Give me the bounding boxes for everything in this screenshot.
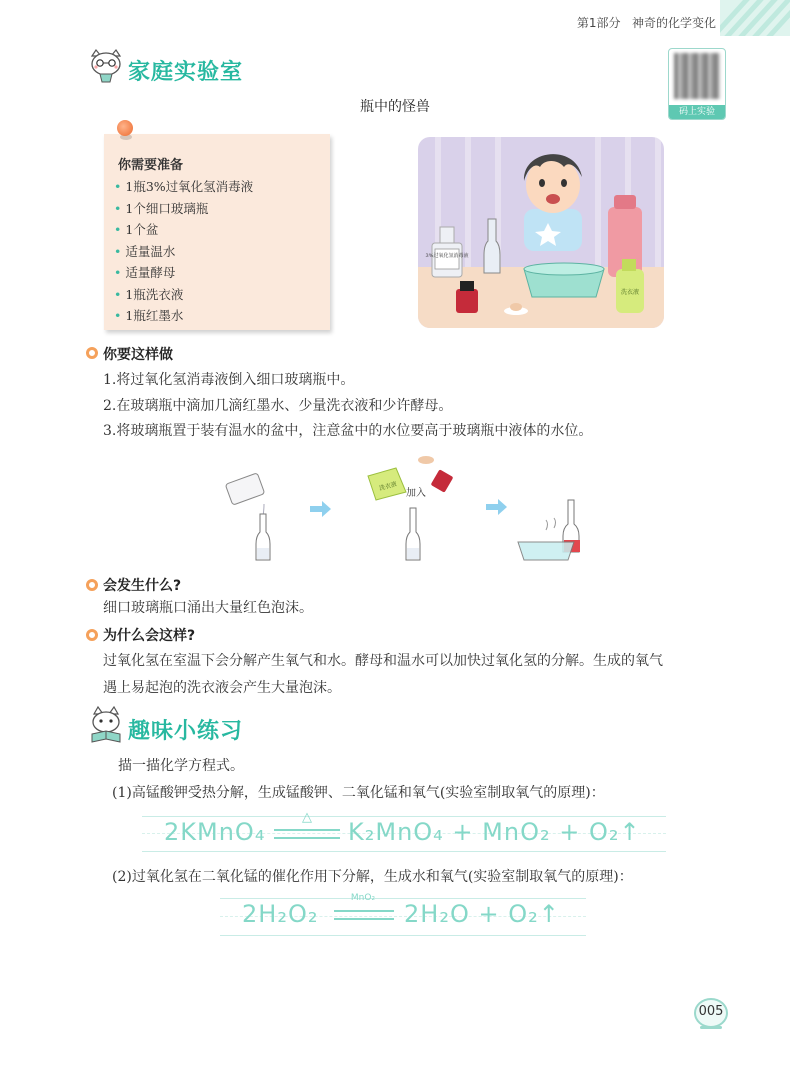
section-title-home-lab: 家庭实验室: [128, 60, 244, 85]
illus-bottle-label: 3%过氧化氢消毒液: [425, 253, 469, 259]
pushpin-icon: [117, 120, 133, 136]
step-item: 3.将玻璃瓶置于装有温水的盆中，注意盆中的水位要高于玻璃瓶中液体的水位。: [103, 423, 593, 439]
header-chapter: [577, 14, 716, 31]
part-label: 第1部分: [576, 16, 621, 30]
practice-intro: 描一描化学方程式。: [118, 758, 244, 774]
illus-detergent-label: 洗衣液: [620, 289, 640, 296]
experiment-illustration: [418, 137, 664, 328]
diagram-detergent-label: 洗衣液: [378, 480, 398, 493]
experiment-title: 瓶中的怪兽: [360, 99, 430, 115]
add-label: 加入: [406, 488, 426, 499]
eq2-condition: MnO₂: [350, 893, 376, 903]
section-title-practice: 趣味小练习: [128, 719, 244, 744]
step-item: 2.在玻璃瓶中滴加几滴红墨水、少量洗衣液和少许酵母。: [103, 397, 453, 414]
what-text: 细口玻璃瓶口涌出大量红色泡沫。: [103, 600, 313, 616]
cat-mascot-icon: [86, 48, 126, 84]
how-heading: 你要这样做: [103, 347, 173, 363]
prep-list: [114, 176, 253, 327]
page-number: 005: [694, 998, 728, 1028]
prep-item: • 适量酵母: [114, 262, 253, 284]
prep-item: • 1个盆: [114, 219, 253, 241]
eq1-left[interactable]: 2KMnO₄: [164, 818, 266, 846]
pouring-bottle-icon: [225, 473, 264, 516]
page-number-underline: [700, 1026, 722, 1029]
qr-code-image[interactable]: [674, 53, 720, 99]
why-line: 过氧化氢在室温下会分解产生氧气和水。酵母和温水可以加快过氧化氢的分解。生成的氧气: [103, 653, 663, 669]
eq1-condition: △: [302, 810, 312, 825]
eq2-right[interactable]: 2H₂O + O₂↑: [404, 900, 560, 928]
header-stripe: [720, 0, 790, 36]
red-ink-icon: [431, 469, 454, 493]
procedure-diagram: [220, 448, 580, 568]
arrow-right-icon: [486, 499, 507, 515]
eq2-left[interactable]: 2H₂O₂: [242, 900, 319, 928]
eq1-equals: [274, 829, 340, 839]
practice-q1: (1)高锰酸钾受热分解，生成锰酸钾、二氧化锰和氧气(实验室制取氧气的原理)：: [112, 785, 605, 801]
yeast-dish-icon: [418, 456, 434, 464]
what-heading: 会发生什么?: [103, 578, 182, 594]
eq1-right[interactable]: K₂MnO₄ + MnO₂ + O₂↑: [348, 818, 641, 846]
arrow-right-icon: [310, 501, 331, 517]
eq2-equals: [334, 910, 394, 920]
prep-item: • 1瓶3%过氧化氢消毒液: [114, 176, 253, 198]
qr-label: 码上实验: [669, 105, 725, 119]
heading-bullet-icon: [86, 347, 98, 359]
chapter-title: 神奇的化学变化: [631, 16, 716, 30]
heading-bullet-icon: [86, 579, 98, 591]
why-line: 遇上易起泡的洗衣液会产生大量泡沫。: [103, 680, 341, 696]
heading-bullet-icon: [86, 629, 98, 641]
prep-item: • 1个细口玻璃瓶: [114, 198, 253, 220]
cat-reading-icon: [86, 704, 126, 744]
why-heading: 为什么会这样?: [103, 628, 196, 644]
prep-heading: 你需要准备: [118, 158, 184, 173]
steps-list: [103, 369, 592, 446]
practice-q2: (2)过氧化氢在二氧化锰的催化作用下分解，生成水和氧气(实验室制取氧气的原理)：: [112, 869, 633, 885]
prep-item: • 1瓶洗衣液: [114, 284, 253, 306]
prep-item: • 1瓶红墨水: [114, 305, 253, 327]
step-item: 1.将过氧化氢消毒液倒入细口玻璃瓶中。: [103, 372, 355, 388]
detergent-bottle-icon: [368, 468, 406, 500]
prep-item: • 适量温水: [114, 241, 253, 263]
